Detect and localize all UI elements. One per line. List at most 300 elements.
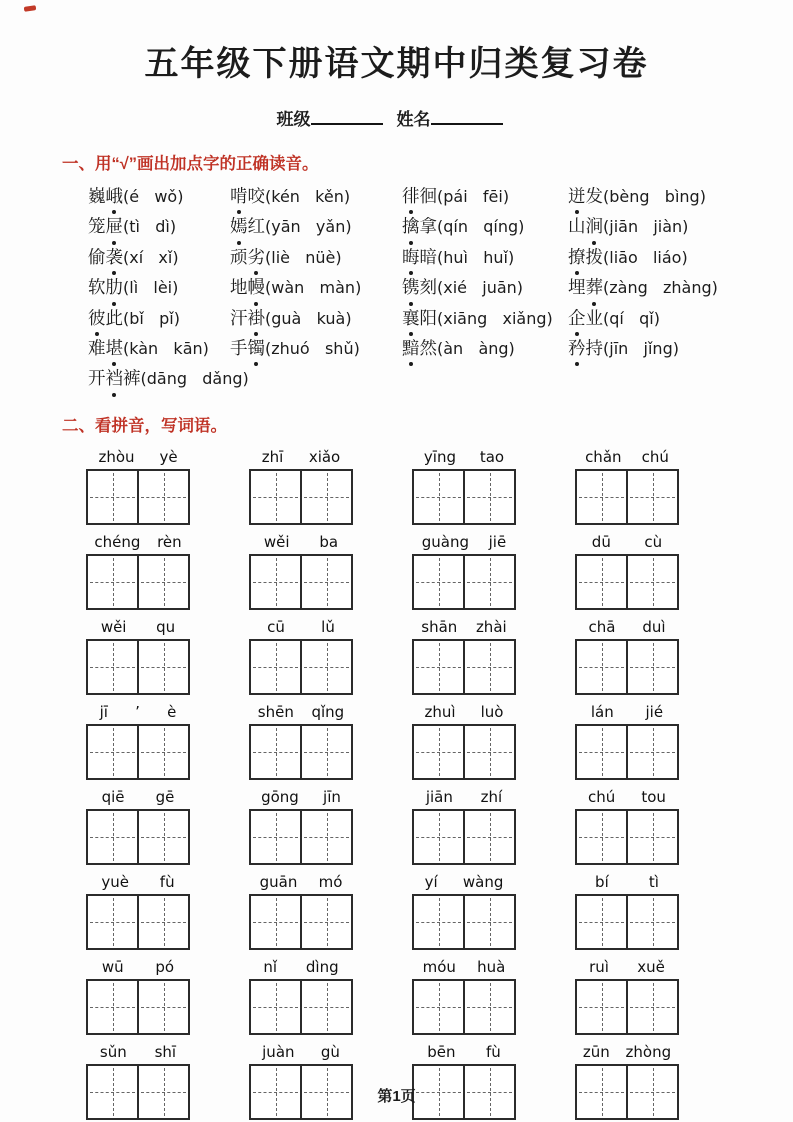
character: 笼 — [88, 216, 106, 237]
dotted-character: 峨 — [106, 184, 124, 209]
pinyin-syllable: yuè — [101, 872, 130, 891]
pronunciation-options: (pái fēi) — [437, 187, 510, 206]
section2-heading: 二、看拼音，写词语。 — [62, 416, 227, 435]
pinyin-word-cell — [575, 703, 679, 780]
pinyin-syllable: nǐ — [263, 957, 278, 976]
word-item — [568, 275, 793, 300]
pinyin-label — [86, 873, 190, 891]
pinyin-syllable: guàng — [421, 532, 470, 551]
writing-square — [139, 811, 188, 863]
word-characters — [230, 338, 265, 358]
writing-square — [465, 556, 514, 608]
word-item — [568, 336, 793, 361]
pinyin-word-cell — [86, 618, 190, 695]
word-item — [230, 245, 402, 270]
writing-box — [575, 639, 679, 695]
pinyin-label — [575, 448, 679, 466]
word-characters — [568, 216, 603, 236]
character: 然 — [419, 337, 437, 358]
word-item — [88, 245, 230, 270]
word-characters — [402, 277, 437, 297]
pinyin-word-cell — [249, 1043, 353, 1120]
pronunciation-options: (wàn màn) — [265, 278, 362, 298]
writing-square — [88, 811, 139, 863]
writing-square — [251, 641, 302, 693]
writing-box — [412, 724, 516, 780]
pronunciation-options: (liāo liáo) — [603, 247, 688, 267]
pinyin-label — [575, 618, 679, 636]
pinyin-label — [412, 618, 516, 636]
word-item — [88, 336, 230, 361]
pinyin-word-cell — [412, 873, 516, 950]
pinyin-word-cell — [575, 788, 679, 865]
writing-square — [414, 556, 465, 608]
writing-box — [575, 979, 679, 1035]
pinyin-label — [412, 788, 516, 806]
character: 拿 — [419, 216, 437, 237]
pinyin-label — [86, 958, 190, 976]
dotted-character: 袭 — [106, 245, 124, 270]
pinyin-syllable: jié — [645, 702, 664, 721]
pinyin-syllable: rèn — [157, 532, 182, 551]
writing-square — [577, 556, 628, 608]
pinyin-syllable: zhī — [261, 447, 284, 466]
character: 红 — [247, 216, 265, 237]
character: 阳 — [419, 307, 437, 328]
pinyin-syllable: xiǎo — [308, 447, 341, 466]
pinyin-syllable: cù — [644, 532, 663, 551]
pronunciation-options: (jiān jiàn) — [603, 217, 689, 237]
word-item — [568, 214, 793, 239]
word-characters — [230, 186, 265, 206]
pinyin-syllable: jiē — [488, 532, 507, 551]
writing-box — [86, 724, 190, 780]
dotted-character: 屉 — [106, 214, 124, 239]
writing-box — [575, 724, 679, 780]
pinyin-syllable: sǔn — [99, 1042, 127, 1061]
writing-square — [139, 896, 188, 948]
writing-box — [86, 639, 190, 695]
pinyin-label — [412, 958, 516, 976]
pronunciation-options: (zàng zhàng) — [603, 278, 718, 298]
pinyin-syllable: ba — [319, 532, 339, 551]
dotted-character: 镌 — [402, 275, 420, 300]
pinyin-syllable: dìng — [305, 957, 339, 976]
writing-square — [88, 981, 139, 1033]
pinyin-word-cell — [86, 703, 190, 780]
writing-square — [139, 471, 188, 523]
pinyin-label — [249, 533, 353, 551]
pinyin-syllable: ruì — [589, 957, 609, 976]
section1-grid — [88, 184, 793, 392]
word-item — [402, 336, 568, 361]
pinyin-label — [412, 703, 516, 721]
word-characters — [402, 216, 437, 236]
writing-square — [628, 896, 677, 948]
pinyin-word-cell — [412, 703, 516, 780]
pinyin-word-cell — [86, 533, 190, 610]
word-characters — [88, 338, 123, 358]
word-item — [88, 214, 230, 239]
pinyin-word-cell — [575, 873, 679, 950]
pinyin-label — [249, 1043, 353, 1061]
character: 拨 — [585, 246, 603, 267]
pinyin-syllable: chǎn — [585, 447, 622, 466]
word-item — [88, 275, 230, 300]
pinyin-label — [575, 1043, 679, 1061]
section1-heading: 一、用“√”画出加点字的正确读音。 — [62, 155, 319, 173]
character: 埋 — [568, 277, 586, 298]
pinyin-syllable: qǐng — [311, 702, 345, 721]
pinyin-label — [412, 533, 516, 551]
dotted-character: 幔 — [248, 275, 266, 300]
character: 咬 — [247, 186, 265, 206]
pinyin-syllable: juàn — [262, 1042, 295, 1061]
pinyin-label — [86, 788, 190, 806]
pronunciation-options: (zhuó shǔ) — [265, 338, 360, 358]
character: 巍 — [88, 186, 106, 206]
character: 偷 — [88, 246, 106, 267]
pronunciation-options: (dāng dǎng) — [140, 369, 249, 389]
pronunciation-options: (bèng bìng) — [603, 187, 706, 206]
page-title: 五年级下册语文期中归类复习卷 — [144, 45, 649, 83]
writing-box — [412, 809, 516, 865]
pinyin-word-cell — [412, 958, 516, 1035]
word-characters — [568, 247, 603, 267]
word-characters — [88, 368, 141, 388]
dotted-character: 矜 — [568, 336, 586, 361]
pronunciation-options: (huì huǐ) — [437, 247, 515, 267]
pinyin-syllable: dū — [591, 532, 611, 551]
character: 持 — [585, 337, 603, 358]
character: 刻 — [419, 277, 437, 298]
pinyin-syllable: zhí — [480, 787, 503, 806]
writing-square — [628, 981, 677, 1033]
dotted-character: 嫣 — [230, 214, 248, 239]
pinyin-syllable: gōng — [261, 787, 299, 806]
writing-square — [577, 981, 628, 1033]
writing-square — [88, 471, 139, 523]
dotted-character: 迸 — [568, 184, 586, 209]
character: 暗 — [419, 246, 437, 267]
word-characters — [402, 186, 437, 206]
pinyin-syllable: chú — [588, 787, 616, 806]
character: 难 — [88, 337, 106, 358]
pinyin-syllable: gē — [155, 787, 175, 806]
pinyin-syllable: qu — [156, 617, 176, 636]
dotted-character: 徘 — [402, 184, 420, 209]
pinyin-syllable: zūn — [582, 1042, 610, 1061]
word-item — [230, 306, 402, 331]
pinyin-label — [86, 533, 190, 551]
word-characters — [568, 308, 603, 328]
pinyin-syllable: luò — [480, 702, 504, 721]
character: 业 — [585, 307, 603, 328]
pinyin-word-cell — [249, 788, 353, 865]
pinyin-syllable: móu — [422, 957, 456, 976]
pronunciation-options: (liè nüè) — [265, 247, 342, 267]
pinyin-syllable: xuě — [637, 957, 665, 976]
pronunciation-options: (guà kuà) — [265, 308, 352, 328]
word-characters — [568, 186, 603, 206]
pinyin-label — [249, 448, 353, 466]
writing-square — [88, 896, 139, 948]
name-blank — [431, 108, 503, 125]
dotted-character: 肋 — [106, 275, 124, 300]
pinyin-word-cell — [249, 533, 353, 610]
writing-square — [465, 726, 514, 778]
pinyin-label — [249, 618, 353, 636]
writing-square — [139, 641, 188, 693]
pinyin-syllable: zhòng — [625, 1042, 672, 1061]
pinyin-word-cell — [86, 448, 190, 525]
pinyin-word-cell — [86, 1043, 190, 1120]
pinyin-syllable: lǔ — [321, 617, 335, 636]
section2-grid — [86, 448, 793, 1120]
pinyin-word-cell — [412, 533, 516, 610]
pronunciation-options: (kàn kān) — [123, 338, 209, 358]
writing-box — [575, 554, 679, 610]
word-characters — [402, 308, 437, 328]
word-characters — [568, 338, 603, 358]
writing-box — [412, 894, 516, 950]
pinyin-syllable: shān — [421, 617, 458, 636]
writing-box — [249, 979, 353, 1035]
pinyin-label — [575, 788, 679, 806]
pinyin-word-cell — [575, 1043, 679, 1120]
pinyin-syllable: pó — [155, 957, 175, 976]
pinyin-word-cell — [575, 448, 679, 525]
writing-box — [86, 469, 190, 525]
writing-square — [251, 811, 302, 863]
writing-box — [249, 894, 353, 950]
writing-square — [628, 556, 677, 608]
writing-square — [465, 981, 514, 1033]
writing-square — [465, 896, 514, 948]
pinyin-word-cell — [249, 703, 353, 780]
pinyin-syllable: chéng — [94, 532, 141, 551]
word-item — [88, 184, 230, 209]
pinyin-label — [249, 703, 353, 721]
writing-box — [249, 554, 353, 610]
writing-box — [249, 809, 353, 865]
pinyin-word-cell — [575, 533, 679, 610]
red-mark-artifact — [24, 5, 37, 12]
word-item — [568, 306, 793, 331]
pinyin-word-cell — [412, 788, 516, 865]
pinyin-label — [249, 788, 353, 806]
pinyin-syllable: wàng — [462, 872, 504, 891]
writing-box — [412, 554, 516, 610]
pronunciation-options: (qín qíng) — [437, 217, 525, 237]
pinyin-syllable: jī — [99, 702, 108, 721]
writing-box — [86, 809, 190, 865]
pronunciation-options: (jīn jǐng) — [603, 338, 679, 358]
dotted-character: 彼 — [88, 306, 106, 331]
writing-box — [575, 894, 679, 950]
writing-square — [577, 896, 628, 948]
pronunciation-options: (bǐ pǐ) — [123, 308, 180, 328]
dotted-character: 涧 — [586, 214, 604, 239]
word-item — [568, 245, 793, 270]
pinyin-label — [575, 703, 679, 721]
pinyin-syllable: jīn — [323, 787, 341, 806]
word-characters — [230, 247, 265, 267]
pinyin-label — [575, 873, 679, 891]
writing-box — [412, 469, 516, 525]
pronunciation-options: (yān yǎn) — [265, 217, 352, 237]
writing-square — [302, 556, 351, 608]
pinyin-word-cell — [249, 448, 353, 525]
word-item — [402, 184, 568, 209]
writing-square — [251, 556, 302, 608]
pronunciation-options: (é wǒ) — [123, 187, 184, 206]
character: 顽 — [230, 246, 248, 267]
pinyin-syllable: shī — [154, 1042, 177, 1061]
writing-square — [577, 811, 628, 863]
writing-square — [251, 471, 302, 523]
pinyin-syllable: zhuì — [424, 702, 456, 721]
writing-square — [88, 641, 139, 693]
writing-square — [577, 726, 628, 778]
writing-square — [628, 811, 677, 863]
writing-square — [139, 556, 188, 608]
writing-square — [577, 471, 628, 523]
writing-box — [86, 979, 190, 1035]
class-label: 班级 — [276, 110, 311, 129]
pinyin-word-cell — [249, 618, 353, 695]
pinyin-label — [575, 958, 679, 976]
character: 开 — [88, 368, 106, 389]
word-item — [230, 275, 402, 300]
writing-box — [86, 554, 190, 610]
character: 地 — [230, 277, 248, 298]
writing-square — [414, 811, 465, 863]
pinyin-label — [86, 618, 190, 636]
pinyin-syllable: cū — [267, 617, 285, 636]
pinyin-syllable: yí — [424, 872, 438, 891]
pinyin-syllable: bēn — [427, 1042, 456, 1061]
word-characters — [88, 308, 123, 328]
pinyin-syllable: tì — [648, 872, 659, 891]
pinyin-syllable: mó — [318, 872, 343, 891]
writing-square — [414, 981, 465, 1033]
writing-square — [414, 896, 465, 948]
pronunciation-options: (lì lèi) — [123, 278, 179, 298]
writing-square — [465, 641, 514, 693]
pinyin-word-cell — [249, 873, 353, 950]
word-characters — [88, 277, 123, 297]
pinyin-label — [249, 873, 353, 891]
pinyin-word-cell — [249, 958, 353, 1035]
pronunciation-options: (àn àng) — [437, 338, 515, 358]
word-characters — [88, 186, 123, 206]
writing-square — [251, 981, 302, 1033]
word-item — [402, 245, 568, 270]
writing-square — [628, 641, 677, 693]
dotted-character: 企 — [568, 306, 586, 331]
writing-square — [414, 471, 465, 523]
word-item — [230, 336, 402, 361]
pinyin-syllable: yè — [159, 447, 178, 466]
dotted-character: 擒 — [402, 214, 420, 239]
pinyin-word-cell — [86, 873, 190, 950]
pinyin-label — [86, 703, 190, 721]
word-characters — [88, 247, 123, 267]
word-item — [230, 214, 402, 239]
word-characters — [568, 277, 603, 297]
pinyin-syllable: zhài — [475, 617, 507, 636]
name-label: 姓名 — [396, 110, 431, 129]
word-characters — [230, 277, 265, 297]
word-item — [568, 184, 793, 209]
pinyin-syllable: chā — [588, 617, 616, 636]
pinyin-label — [86, 1043, 190, 1061]
pinyin-word-cell — [86, 788, 190, 865]
writing-box — [575, 469, 679, 525]
writing-square — [302, 811, 351, 863]
writing-square — [139, 981, 188, 1033]
word-item — [88, 366, 249, 391]
word-characters — [402, 247, 437, 267]
dotted-character: 葬 — [586, 275, 604, 300]
pinyin-label — [575, 533, 679, 551]
word-item — [402, 306, 568, 331]
pinyin-word-cell — [412, 618, 516, 695]
pinyin-word-cell — [575, 618, 679, 695]
word-characters — [402, 338, 437, 358]
pinyin-syllable: duì — [642, 617, 666, 636]
pinyin-label — [412, 448, 516, 466]
word-characters — [230, 308, 265, 328]
character: 软 — [88, 277, 106, 298]
writing-square — [251, 726, 302, 778]
dotted-character: 晦 — [402, 245, 420, 270]
writing-square — [465, 811, 514, 863]
word-characters — [88, 216, 123, 236]
class-blank — [311, 108, 383, 125]
pinyin-syllable: wěi — [263, 532, 290, 551]
character: 汗 — [230, 307, 248, 328]
dotted-character: 黯 — [402, 336, 420, 361]
pinyin-syllable: è — [167, 702, 177, 721]
pinyin-syllable: lán — [590, 702, 614, 721]
writing-square — [251, 896, 302, 948]
writing-square — [88, 556, 139, 608]
writing-square — [302, 896, 351, 948]
character: 裤 — [123, 368, 141, 389]
writing-square — [414, 641, 465, 693]
writing-box — [249, 724, 353, 780]
pinyin-syllable: qiē — [101, 787, 125, 806]
pinyin-syllable: zhòu — [98, 447, 135, 466]
writing-box — [86, 894, 190, 950]
pinyin-syllable: wū — [101, 957, 124, 976]
pronunciation-options: (xié juān) — [437, 278, 524, 298]
dotted-character: 撩 — [568, 245, 586, 270]
dotted-character: 褂 — [248, 306, 266, 331]
writing-square — [139, 726, 188, 778]
page-number: 第1页 — [377, 1088, 416, 1105]
writing-square — [628, 726, 677, 778]
word-item — [402, 214, 568, 239]
dotted-character: 镯 — [248, 336, 266, 361]
writing-square — [465, 471, 514, 523]
pinyin-syllable: tao — [479, 447, 505, 466]
pronunciation-options: (tì dì) — [123, 217, 177, 237]
word-characters — [230, 216, 265, 236]
pronunciation-options: (xiāng xiǎng) — [437, 308, 553, 328]
